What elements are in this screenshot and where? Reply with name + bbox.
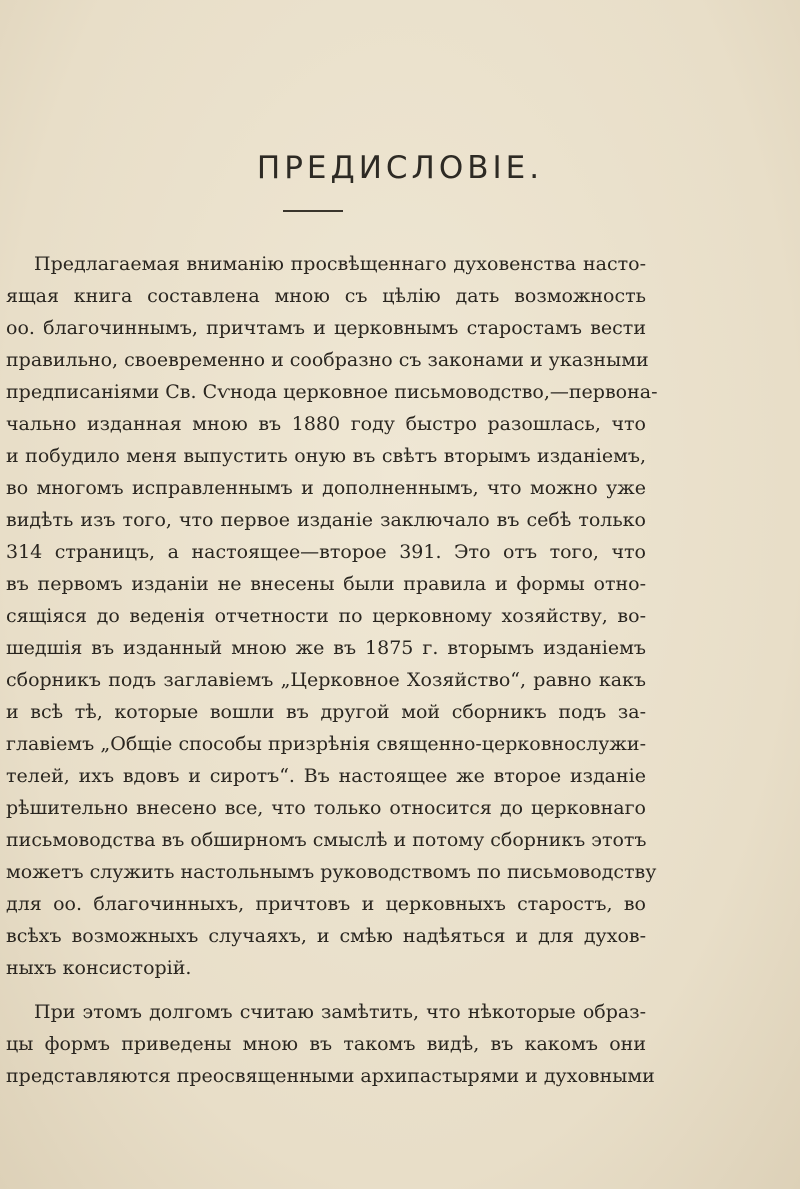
text-line: главіемъ „Общіе способы призрѣнія священно-церковнослужи-	[6, 733, 646, 755]
text-line: во многомъ исправленнымъ и дополненнымъ, что можно уже	[6, 477, 646, 499]
text-line: письмоводства въ обширномъ смыслѣ и потому сборникъ этотъ	[6, 829, 647, 851]
text-line: для оо. благочинныхъ, причтовъ и церковныхъ старостъ, во	[6, 893, 646, 915]
text-line: видѣть изъ того, что первое изданіе заключало въ себѣ только	[6, 509, 646, 531]
text-line: ныхъ консисторій.	[6, 957, 192, 979]
text-line: всѣхъ возможныхъ случаяхъ, и смѣю надѣяться и для духов-	[6, 925, 646, 947]
paragraph-2	[6, 996, 655, 1092]
text-line: сборникъ подъ заглавіемъ „Церковное Хозяйство“, равно какъ	[6, 669, 646, 691]
text-line: чально изданная мною въ 1880 году быстро разошлась, что	[6, 413, 646, 435]
text-line: оо. благочиннымъ, причтамъ и церковнымъ старостамъ вести	[6, 317, 646, 339]
preface-text	[6, 248, 658, 1092]
text-line: можетъ служить настольнымъ руководствомъ по письмоводству	[6, 861, 657, 883]
text-line: и всѣ тѣ, которые вошли въ другой мой сборникъ подъ за-	[6, 701, 646, 723]
title-underline	[283, 210, 343, 212]
text-line: 314 страницъ, а настоящее—второе 391. Это отъ того, что	[6, 541, 646, 563]
text-line: правильно, своевременно и сообразно съ законами и указными	[6, 349, 649, 371]
paragraph-1	[6, 248, 658, 984]
text-line: цы формъ приведены мною въ такомъ видѣ, въ какомъ они	[6, 1033, 646, 1055]
page-title: ПРЕДИСЛОВІЕ.	[256, 150, 544, 186]
text-line: сящіяся до веденія отчетности по церковному хозяйству, во-	[6, 605, 646, 627]
text-line: При этомъ долгомъ считаю замѣтить, что нѣкоторые образ-	[34, 1001, 646, 1023]
text-line: представляются преосвященными архипастырями и духовными	[6, 1065, 655, 1087]
text-line: шедшія въ изданный мною же въ 1875 г. вторымъ изданіемъ	[6, 637, 646, 659]
text-line: предписаніями Св. Сѵнода церковное письмоводство,—первона-	[6, 381, 658, 403]
text-line: ящая книга составлена мною съ цѣлію дать возможность	[6, 285, 646, 307]
text-line: въ первомъ изданіи не внесены были правила и формы отно-	[6, 573, 646, 595]
text-line: рѣшительно внесено все, что только относится до церковнаго	[6, 797, 646, 819]
text-line: телей, ихъ вдовъ и сиротъ“. Въ настоящее же второе изданіе	[6, 765, 646, 787]
text-line: и побудило меня выпустить оную въ свѣтъ вторымъ изданіемъ,	[6, 445, 646, 467]
text-line: Предлагаемая вниманію просвѣщеннаго духовенства насто-	[34, 253, 646, 275]
